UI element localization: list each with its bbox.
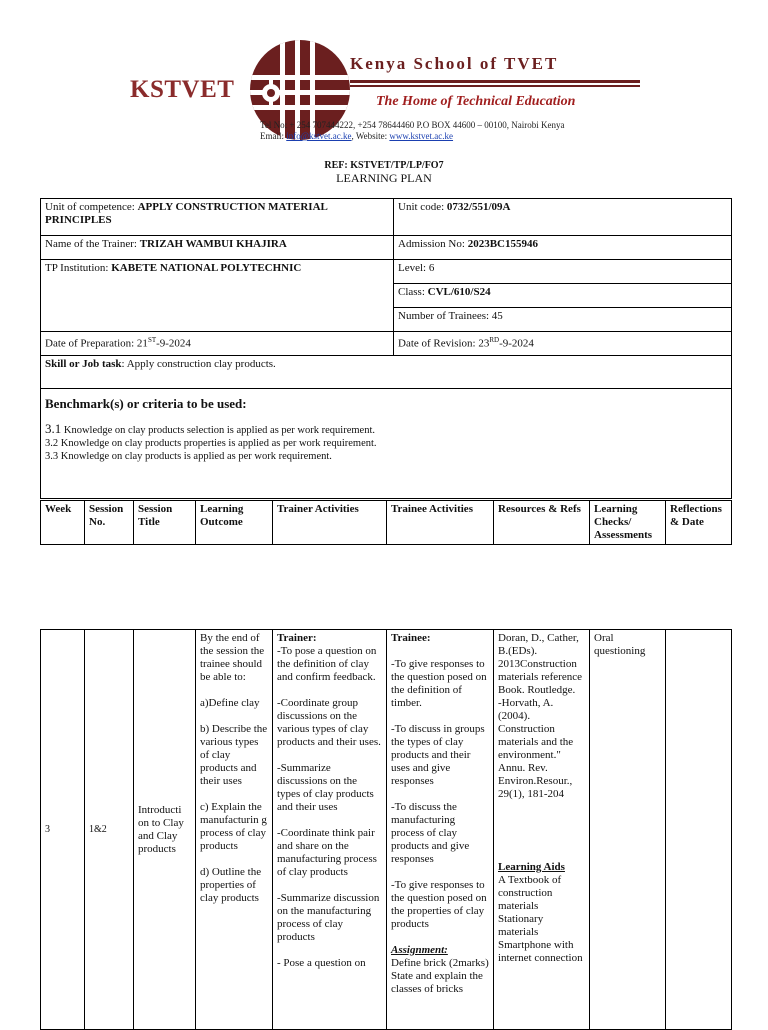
unit-of-competence: Unit of competence: APPLY CONSTRUCTION MATERIAL PRINCIPLES (41, 199, 394, 236)
column-header: Reflections & Date (666, 501, 732, 545)
criterion-item: 3.2 Knowledge on clay products properties is applied as per work requirement. (45, 438, 377, 449)
school-tagline: The Home of Technical Education (376, 94, 576, 109)
column-header: Learning Outcome (196, 501, 273, 545)
trainer-name: Name of the Trainer: TRIZAH WAMBUI KHAJIRA (41, 236, 394, 260)
column-header: Resources & Refs (494, 501, 590, 545)
date-of-preparation: Date of Preparation: 21ST-9-2024 (41, 332, 394, 356)
benchmark-section (41, 389, 732, 499)
column-header: Session Title (134, 501, 196, 545)
document-title: LEARNING PLAN (336, 171, 432, 185)
trainer-activities-cell: Trainer: -To pose a question on the definition of clay and confirm feedback. -Coordinate group discussions on the various types of clay products and their uses. -Summarize discussions on the types of clay products and their uses -Coordinate think pair and share on the manufacturing process of clay products -Summarize discussion on the manufacturing process of clay products - Pose a question on (273, 630, 387, 1030)
column-header: Learning Checks/ Assessments (590, 501, 666, 545)
gear-icon (256, 78, 286, 108)
email-line: Email: info@kstvet.ac.ke, Website: www.kstvet.ac.ke (260, 131, 454, 141)
tp-institution: TP Institution: KABETE NATIONAL POLYTECHNIC (41, 260, 394, 332)
criterion-item: 3.3 Knowledge on clay products is applied as per work requirement. (45, 451, 332, 462)
admission-number: Admission No: 2023BC155946 (394, 236, 732, 260)
session-title-cell: Introducti on to Clay and Clay products (134, 630, 196, 1030)
divider (350, 80, 640, 83)
contact-info (260, 120, 565, 142)
website-link[interactable]: www.kstvet.ac.ke (389, 131, 454, 141)
benchmark-title: Benchmark(s) or criteria to be used: (45, 396, 247, 411)
level: Level: 6 (394, 260, 732, 284)
info-table (40, 198, 732, 499)
date-of-revision: Date of Revision: 23RD-9-2024 (394, 332, 732, 356)
plan-content-table (40, 629, 732, 1030)
column-header: Week (41, 501, 85, 545)
session-cell: 1&2 (85, 630, 134, 1030)
reference-code: REF: KSTVET/TP/LP/FO7 (324, 160, 444, 171)
table-row (41, 630, 732, 1030)
criterion-item: 3.1 Knowledge on clay products selection is applied as per work requirement. (45, 421, 375, 436)
class: Class: CVL/610/S24 (394, 284, 732, 308)
plan-header-table (40, 500, 732, 545)
reflections-cell (666, 630, 732, 1030)
column-header: Session No. (85, 501, 134, 545)
week-cell: 3 (41, 630, 85, 1030)
email-link[interactable]: info@kstvet.ac.ke (286, 131, 352, 141)
skill-or-job-task: Skill or Job task: Apply construction clay products. (41, 356, 732, 389)
learning-checks-cell: Oral questioning (590, 630, 666, 1030)
trainee-activities-cell: Trainee: -To give responses to the question posed on the definition of timber. -To discuss in groups the types of clay products and their uses and give responses -To discuss the manufacturing process of clay products and give responses -To give responses to the question posed on the properties of clay products Assignment: Define brick (2marks) State and explain the classes of bricks (387, 630, 494, 1030)
column-header: Trainer Activities (273, 501, 387, 545)
resources-cell: Doran, D., Cather, B.(EDs). 2013Construction materials reference Book. Routledge. -Horvath, A. (2004). Construction materials and the environment." Annu. Rev. Environ.Resour., 29(1), 181-204 Learning Aids A Textbook of construction materials Stationary materials Smartphone with internet connection (494, 630, 590, 1030)
school-name: Kenya School of TVET (350, 54, 559, 73)
logo-abbreviation: KSTVET (130, 76, 235, 103)
learning-outcome-cell: By the end of the session the trainee should be able to: a)Define clay b) Describe the various types of clay products and their uses c) Explain the manufacturin g process of clay products d) Outline the properties of clay products (196, 630, 273, 1030)
contact-line: Tel No: + 254 707444222, +254 78644460 P.O BOX 44600 – 00100, Nairobi Kenya (260, 120, 565, 130)
number-of-trainees: Number of Trainees: 45 (394, 308, 732, 332)
unit-code: Unit code: 0732/551/09A (394, 199, 732, 236)
column-header: Trainee Activities (387, 501, 494, 545)
divider (350, 85, 640, 87)
